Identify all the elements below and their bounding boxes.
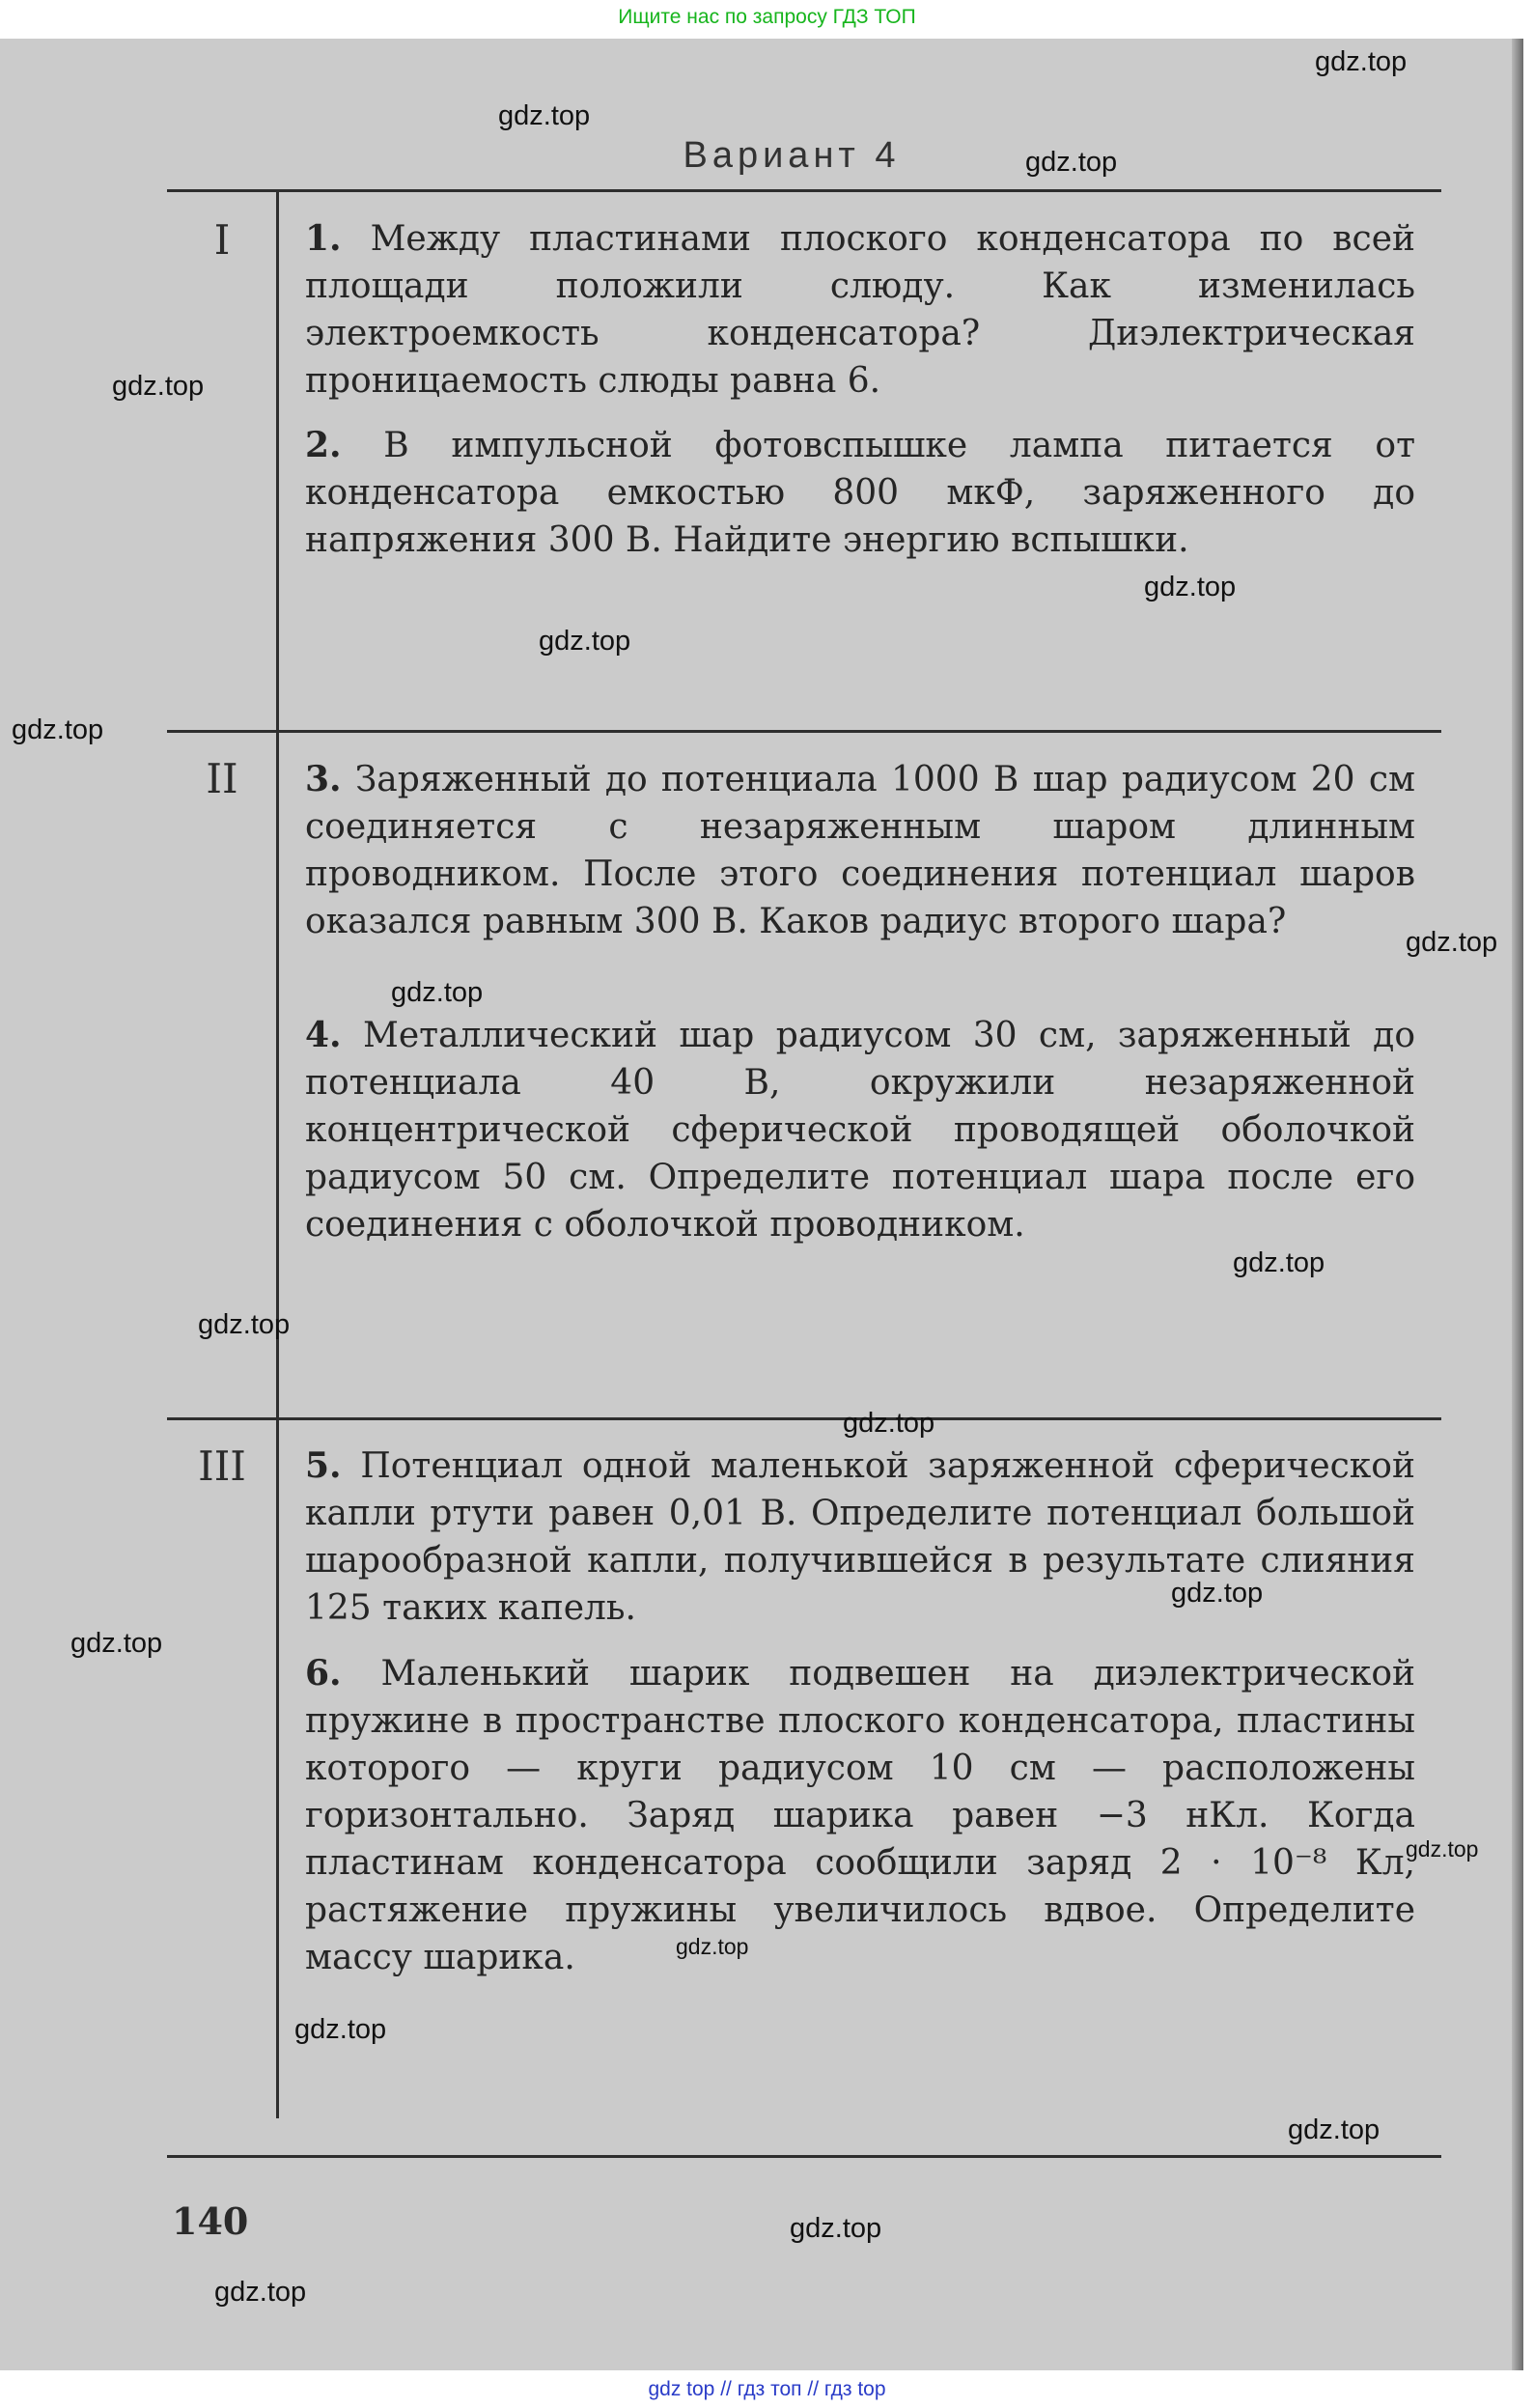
task-5-number: 5.	[305, 1445, 342, 1486]
watermark: gdz.top	[1025, 147, 1118, 178]
watermark: gdz.top	[1144, 572, 1237, 602]
section-divider-2	[167, 1417, 1441, 1420]
watermark: gdz.top	[1406, 1836, 1479, 1862]
task-2	[305, 422, 1415, 564]
watermark: gdz.top	[539, 626, 631, 657]
watermark: gdz.top	[112, 371, 205, 402]
watermark: gdz.top	[391, 977, 484, 1008]
task-3-text: Заряженный до потенциала 1000 В шар радиусом 20 см соединяется с незаряженным шаром длинным проводником. После этого соединения потенциал шаров оказался равным 300 В. Каков радиус второго шара?	[305, 760, 1415, 941]
bottom-banner[interactable]: gdz top // гдз топ // гдз top	[648, 2378, 886, 2400]
task-6-number: 6.	[305, 1653, 342, 1694]
task-4	[305, 1012, 1415, 1248]
task-6	[305, 1650, 1415, 1981]
top-search-banner[interactable]: Ищите нас по запросу ГДЗ ТОП	[618, 6, 916, 28]
task-1	[305, 215, 1415, 405]
section-divider-1	[167, 730, 1441, 733]
watermark: gdz.top	[676, 1934, 749, 1959]
page-edge-shadow	[1512, 39, 1523, 2370]
watermark: gdz.top	[12, 714, 104, 745]
task-3-number: 3.	[305, 759, 342, 799]
watermark: gdz.top	[1288, 2114, 1381, 2145]
task-5-text: Потенциал одной маленькой заряженной сферической капли ртути равен 0,01 В. Определите потенциал большой шарообразной капли, получившейся в результате слияния 125 таких капель.	[305, 1446, 1415, 1628]
task-3	[305, 756, 1415, 945]
table-top-rule	[167, 189, 1441, 192]
variant-header: Вариант 4	[683, 135, 901, 176]
watermark: gdz.top	[498, 100, 591, 131]
watermark: gdz.top	[70, 1628, 163, 1659]
watermark: gdz.top	[214, 2277, 307, 2308]
watermark: gdz.top	[1233, 1247, 1325, 1278]
section-label-III: III	[198, 1442, 246, 1490]
task-1-text: Между пластинами плоского конденсатора по всей площади положили слюду. Как изменилась электроемкость конденсатора? Диэлектрическая проницаемость слюды равна 6.	[305, 219, 1415, 401]
task-4-text: Металлический шар радиусом 30 см, заряженный до потенциала 40 В, окружили незаряженной концентрической сферической проводящей оболочкой радиусом 50 см. Определите потенциал шара после его соединения с оболочкой проводником.	[305, 1016, 1415, 1245]
task-6-text: Маленький шарик подвешен на диэлектрической пружине в пространстве плоского конденсатора, пластины которого — круги радиусом 10 см — расположены горизонтально. Заряд шарика равен −3 нКл. Когда пластинам конденсатора сообщили заряд 2 · 10⁻⁸ Кл, растяжение пружины увеличилось вдвое. Определите массу шарика.	[305, 1654, 1415, 1977]
task-1-number: 1.	[305, 218, 342, 259]
watermark: gdz.top	[843, 1408, 935, 1439]
watermark: gdz.top	[790, 2213, 882, 2244]
section-label-II: II	[206, 755, 238, 802]
task-2-text: В импульсной фотовспышке лампа питается от конденсатора емкостью 800 мкФ, заряженного до напряжения 300 В. Найдите энергию вспышки.	[305, 426, 1415, 560]
column-divider	[276, 189, 279, 2118]
table-bottom-rule	[167, 2155, 1441, 2158]
watermark: gdz.top	[1406, 927, 1498, 958]
section-label-I: I	[213, 216, 231, 264]
watermark: gdz.top	[294, 2014, 387, 2045]
task-2-number: 2.	[305, 425, 342, 465]
watermark: gdz.top	[1171, 1578, 1264, 1609]
task-4-number: 4.	[305, 1015, 342, 1055]
watermark: gdz.top	[1315, 46, 1408, 77]
watermark: gdz.top	[198, 1309, 291, 1340]
page-number: 140	[172, 2199, 249, 2243]
